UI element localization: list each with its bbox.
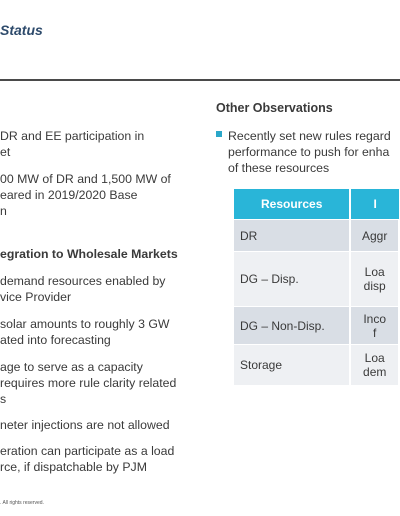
- other-observations-heading: Other Observations: [216, 101, 333, 115]
- title-divider: [0, 79, 400, 81]
- description-cell: [350, 345, 399, 385]
- left-text-line: eration can participate as a load: [0, 444, 175, 458]
- left-text-line: 00 MW of DR and 1,500 MW of: [0, 172, 171, 186]
- table-header-description: I: [350, 189, 399, 220]
- table-row: [234, 345, 399, 385]
- description-cell: [350, 252, 399, 307]
- left-text-line: rce, if dispatchable by PJM: [0, 460, 147, 474]
- slide-title: Status: [0, 22, 43, 38]
- left-text-line: solar amounts to roughly 3 GW: [0, 317, 170, 331]
- description-text: Loa: [364, 265, 385, 279]
- left-text-line: n: [0, 204, 7, 218]
- description-text: Inco: [363, 311, 387, 326]
- resource-cell: DG – Disp.: [234, 252, 350, 307]
- resources-table: [234, 189, 400, 385]
- left-text-line: DR and EE participation in: [0, 129, 145, 143]
- description-text: f: [373, 325, 377, 340]
- left-text-line: eared in 2019/2020 Base: [0, 188, 138, 202]
- resource-cell: DR: [234, 220, 350, 252]
- left-text-line: ated into forecasting: [0, 333, 111, 347]
- observation-text-line: performance to push for enha: [228, 145, 390, 159]
- left-text-line: vice Provider: [0, 290, 72, 304]
- bullet-square-icon: [216, 131, 222, 137]
- left-text-line: s: [0, 392, 7, 406]
- resource-cell: DG – Non-Disp.: [234, 307, 350, 345]
- left-text-line: demand resources enabled by: [0, 274, 166, 288]
- description-text: Loa: [364, 350, 385, 365]
- observation-text-line: Recently set new rules regard: [228, 129, 391, 143]
- description-cell: [350, 220, 399, 252]
- left-text-line: age to serve as a capacity: [0, 360, 143, 374]
- table-row: [234, 307, 399, 345]
- description-text: disp: [363, 279, 386, 293]
- left-text-line: requires more rule clarity related: [0, 376, 177, 390]
- observation-text-line: of these resources: [228, 161, 330, 175]
- copyright-footer: . All rights reserved.: [0, 500, 44, 506]
- table-header-resources: Resources: [234, 189, 350, 220]
- description-text: dem: [363, 364, 387, 379]
- left-section-heading: egration to Wholesale Markets: [0, 247, 178, 261]
- left-text-line: neter injections are not allowed: [0, 418, 170, 432]
- left-text-line: et: [0, 145, 11, 159]
- resource-cell: Storage: [234, 345, 350, 385]
- description-text: Aggr: [362, 228, 388, 243]
- description-cell: [350, 307, 399, 345]
- table-row: [234, 220, 399, 252]
- table-row: [234, 252, 399, 307]
